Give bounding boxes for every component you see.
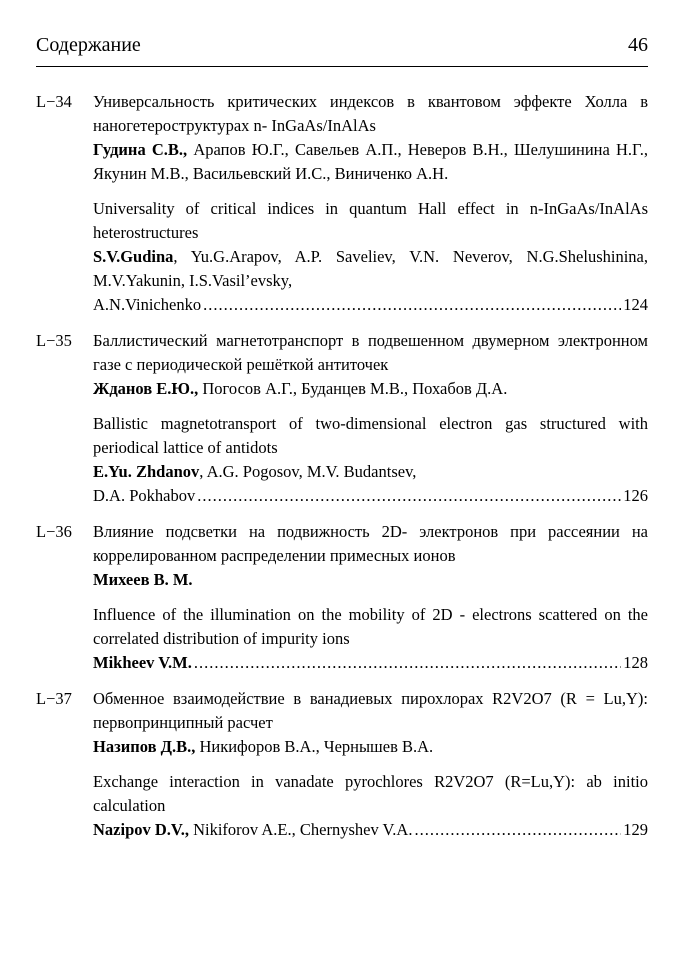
en-other-authors: Nikiforov A.E., Chernyshev V.A.	[188, 820, 413, 839]
ru-authors	[93, 377, 648, 401]
header-rule	[36, 66, 648, 67]
entry-page-number[interactable]: 128	[623, 653, 648, 672]
page-reference-line	[93, 293, 648, 317]
entry-code: L−34	[36, 92, 72, 111]
entry-code: L−36	[36, 522, 72, 541]
ru-first-author: Михеев В. М.	[93, 570, 193, 589]
en-title: Exchange interaction in vanadate pyrochlores R2V2O7 (R=Lu,Y): ab initio calculation	[93, 772, 648, 815]
entry-page-number[interactable]: 129	[623, 820, 648, 839]
en-last-author-line: D.A. Pokhabov	[93, 486, 196, 505]
en-first-author: Nazipov D.V.,	[93, 820, 189, 839]
ru-title: Универсальность критических индексов в квантовом эффекте Холла в наногетероструктурах n- InGaAs/InAlAs	[93, 92, 648, 135]
en-other-authors: , Yu.G.Arapov, A.P. Saveliev, V.N. Neverov, N.G.Shelushinina, M.V.Yakunin, I.S.Vasil’evsky,	[93, 247, 648, 290]
contents-entry[interactable]	[36, 520, 648, 675]
ru-first-author: Гудина С.В.,	[93, 140, 188, 159]
ru-authors	[93, 735, 648, 759]
entry-page-number[interactable]: 124	[623, 295, 648, 314]
ru-authors	[93, 138, 648, 186]
ru-first-author: Жданов Е.Ю.,	[93, 379, 199, 398]
dot-leader	[414, 818, 621, 842]
en-first-author: E.Yu. Zhdanov	[93, 462, 200, 481]
page-reference-line	[93, 651, 648, 675]
en-authors	[93, 460, 648, 484]
contents-entry[interactable]	[36, 90, 648, 317]
entry-code: L−37	[36, 689, 72, 708]
contents-list	[36, 90, 648, 854]
entry-code: L−35	[36, 331, 72, 350]
entry-body	[93, 687, 648, 842]
en-title: Influence of the illumination on the mobility of 2D - electrons scattered on the correlated distribution of impurity ions	[93, 605, 648, 648]
running-header	[36, 34, 648, 57]
ru-other-authors: Арапов Ю.Г., Савельев А.П., Неверов В.Н., Шелушинина Н.Г., Якунин М.В., Васильевский И.С., Виниченко А.Н.	[93, 140, 648, 183]
page-reference-line	[93, 484, 648, 508]
contents-entry[interactable]	[36, 329, 648, 508]
dot-leader	[203, 293, 621, 317]
ru-title: Баллистический магнетотранспорт в подвешенном двумерном электронном газе с периодической решёткой антиточек	[93, 331, 648, 374]
dot-leader	[197, 484, 621, 508]
page-reference-line	[93, 818, 648, 842]
en-last-author-line	[93, 818, 412, 842]
ru-title: Влияние подсветки на подвижность 2D- электронов при рассеянии на коррелированном распределении примесных ионов	[93, 522, 648, 565]
entry-body	[93, 520, 648, 675]
ru-title: Обменное взаимодействие в ванадиевых пирохлорах R2V2O7 (R = Lu,Y): первопринципный расчет	[93, 689, 648, 732]
entry-body	[93, 90, 648, 317]
en-title: Universality of critical indices in quantum Hall effect in n-InGaAs/InAlAs heterostructures	[93, 199, 648, 242]
en-last-author-line: A.N.Vinichenko	[93, 295, 202, 314]
en-first-author: S.V.Gudina	[93, 247, 174, 266]
en-authors	[93, 245, 648, 293]
en-last-author-line: Mikheev V.M.	[93, 653, 192, 672]
contents-entry[interactable]	[36, 687, 648, 842]
ru-first-author: Назипов Д.В.,	[93, 737, 196, 756]
ru-authors	[93, 568, 648, 592]
entry-page-number[interactable]: 126	[623, 486, 648, 505]
ru-other-authors: Погосов А.Г., Буданцев М.В., Похабов Д.А.	[198, 379, 508, 398]
section-title: Содержание	[36, 34, 141, 56]
ru-other-authors: Никифоров В.А., Чернышев В.А.	[195, 737, 434, 756]
en-other-authors: , A.G. Pogosov, M.V. Budantsev,	[199, 462, 417, 481]
en-title: Ballistic magnetotransport of two-dimensional electron gas structured with periodical lattice of antidots	[93, 414, 648, 457]
page-number: 46	[628, 34, 648, 56]
entry-body	[93, 329, 648, 508]
dot-leader	[194, 651, 621, 675]
